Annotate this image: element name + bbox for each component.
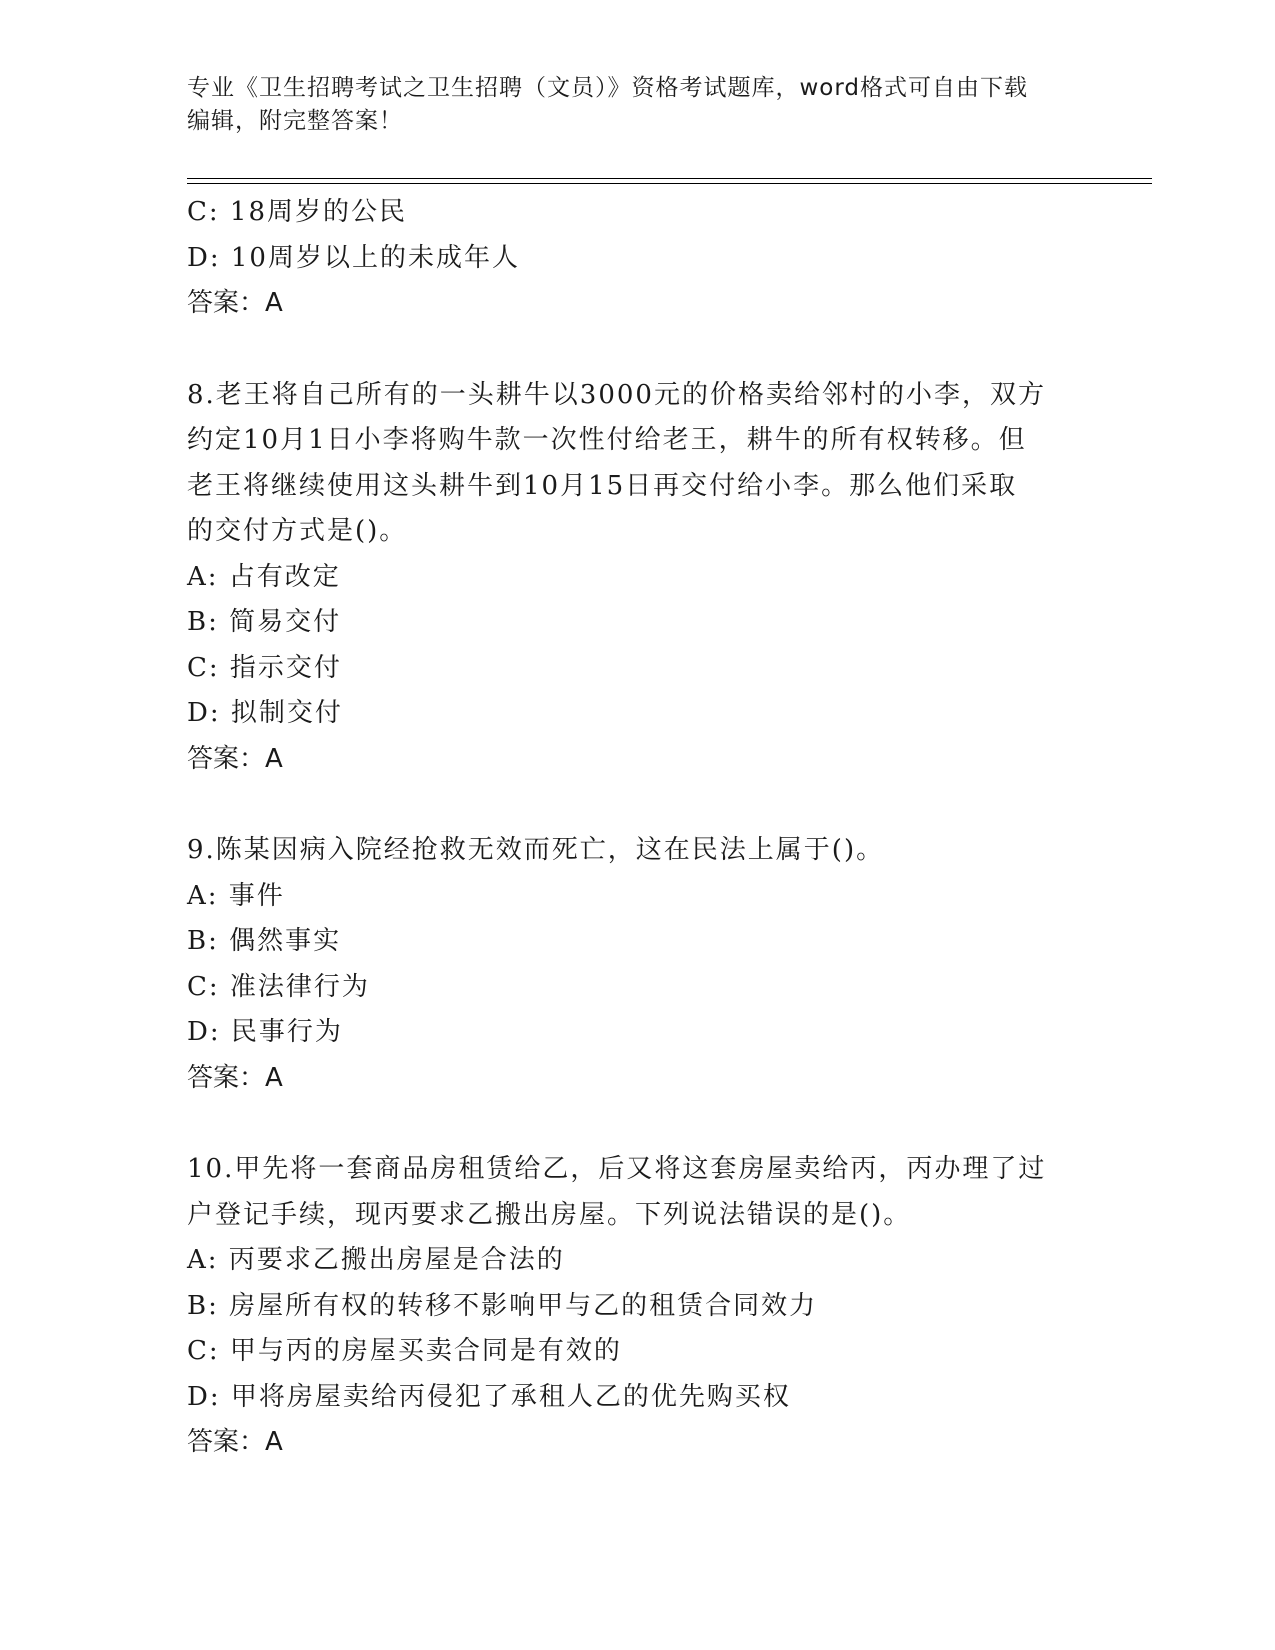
question-text-line: 10.甲先将一套商品房租赁给乙，后又将这套房屋卖给丙，丙办理了过 (187, 1154, 1047, 1184)
question-text (187, 1147, 1087, 1238)
question-8 (187, 373, 1087, 783)
question-text-line: 约定10月1日小李将购牛款一次性付给老王，耕牛的所有权转移。但 (187, 425, 1027, 455)
question-spacer (187, 1101, 1087, 1147)
question-text-line: 老王将继续使用这头耕牛到10月15日再交付给小李。那么他们采取 (187, 470, 1018, 501)
question-text-line: 户登记手续，现丙要求乙搬出房屋。下列说法错误的是()。 (187, 1199, 912, 1230)
option-b: B: 房屋所有权的转移不影响甲与乙的租赁合同效力 (187, 1290, 818, 1321)
question-spacer (187, 327, 1087, 373)
option-a: A: 事件 (187, 880, 285, 911)
option-a: A: 丙要求乙搬出房屋是合法的 (187, 1245, 565, 1275)
option-b: B: 简易交付 (187, 607, 342, 637)
option-d: D: 拟制交付 (187, 698, 343, 728)
question-text-line: 的交付方式是()。 (187, 516, 408, 546)
document-header (187, 72, 1087, 138)
option-d: D: 民事行为 (187, 1017, 343, 1047)
answer-line: 答案：A (187, 288, 283, 318)
previous-question-tail (187, 190, 1087, 327)
question-text-line: 8.老王将自己所有的一头耕牛以3000元的价格卖给邻村的小李，双方 (187, 379, 1046, 410)
answer-line: 答案：A (187, 1427, 283, 1457)
question-text (187, 828, 1087, 874)
option-b: B: 偶然事实 (187, 926, 342, 956)
question-text (187, 373, 1087, 555)
header-divider-top (187, 178, 1152, 179)
header-line-1: 专业《卫生招聘考试之卫生招聘（文员）》资格考试题库，word格式可自由下载 (187, 75, 1029, 101)
question-10 (187, 1147, 1087, 1466)
option-c: C: 准法律行为 (187, 971, 370, 1002)
question-text-line: 9.陈某因病入院经抢救无效而死亡，这在民法上属于()。 (187, 835, 885, 865)
option-c: C: 指示交付 (187, 652, 342, 683)
option-c: C: 甲与丙的房屋买卖合同是有效的 (187, 1336, 622, 1366)
option-d: D: 甲将房屋卖给丙侵犯了承租人乙的优先购买权 (187, 1381, 791, 1412)
answer-line: 答案：A (187, 743, 283, 774)
option-c: C: 18周岁的公民 (187, 197, 408, 227)
header-line-2: 编辑，附完整答案！ (187, 108, 403, 134)
answer-line: 答案：A (187, 1062, 283, 1093)
question-list (187, 190, 1087, 1466)
question-9 (187, 828, 1087, 1101)
question-spacer (187, 782, 1087, 828)
header-divider-bottom (187, 183, 1152, 184)
option-d: D: 10周岁以上的未成年人 (187, 242, 520, 273)
option-a: A: 占有改定 (187, 561, 341, 592)
